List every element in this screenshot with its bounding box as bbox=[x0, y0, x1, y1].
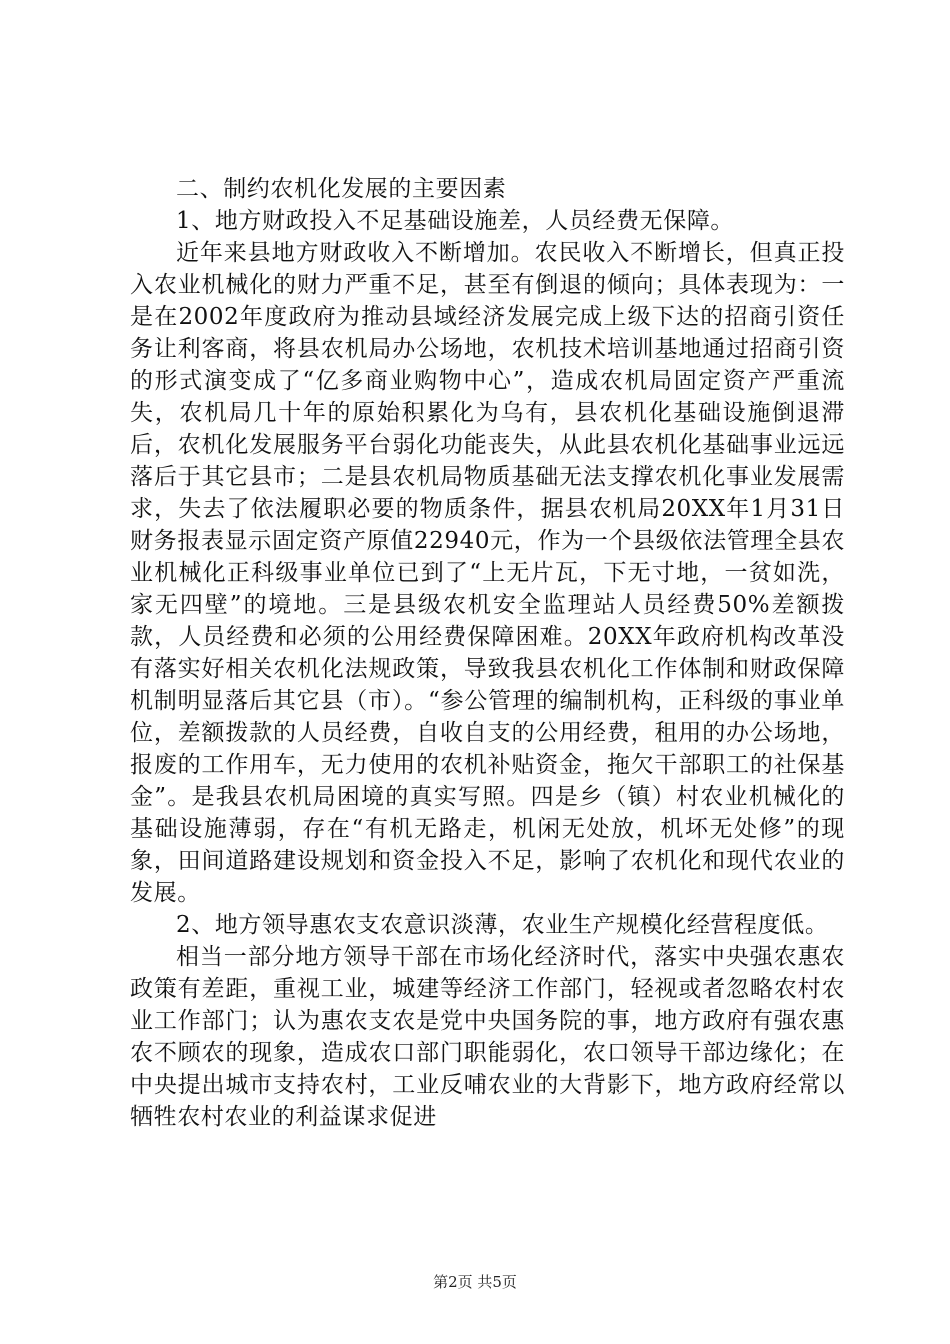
body-paragraph-2: 相当一部分地方领导干部在市场化经济时代，落实中央强农惠农政策有差距，重视工业，城建等经济工作部门，轻视或者忽略农村农业工作部门；认为惠农支农是党中央国务院的事，地方政府有强农惠农不顾农的现象，造成农口部门职能弱化，农口领导干部边缘化；在中央提出城市支持农村，工业反哺农业的大背影下，地方政府经常以牺牲农村农业的利益谋求促进 bbox=[130, 944, 845, 1130]
subheading-1: 1、地方财政投入不足基础设施差，人员经费无保障。 bbox=[176, 208, 735, 234]
page-number-footer: 第2页 共5页 bbox=[433, 1273, 517, 1291]
subheading-2: 2、地方领导惠农支农意识淡薄，农业生产规模化经营程度低。 bbox=[176, 912, 829, 938]
document-body bbox=[130, 173, 845, 1133]
body-paragraph-1: 近年来县地方财政收入不断增加。农民收入不断增长，但真正投入农业机械化的财力严重不足，甚至有倒退的倾向；具体表现为：一是在2002年度政府为推动县域经济发展完成上级下达的招商引资任务让利客商，将县农机局办公场地，农机技术培训基地通过招商引资的形式演变成了“亿多商业购物中心”，造成农机局固定资产严重流失，农机局几十年的原始积累化为乌有，县农机化基础设施倒退滞后，农机化发展服务平台弱化功能丧失，从此县农机化基础事业远远落后于其它县市；二是县农机局物质基础无法支撑农机化事业发展需求，失去了依法履职必要的物质条件，据县农机局20XX年1月31日财务报表显示固定资产原值22940元，作为一个县级依法管理全县农业机械化正科级事业单位已到了“上无片瓦，下无寸地，一贫如洗，家无四壁”的境地。三是县级农机安全监理站人员经费50%差额拨款，人员经费和必须的公用经费保障困难。20XX年政府机构改革没有落实好相关农机化法规政策，导致我县农机化工作体制和财政保障机制明显落后其它县（市）。“参公管理的编制机构，正科级的事业单位，差额拨款的人员经费，自收自支的公用经费，租用的办公场地，报废的工作用车，无力使用的农机补贴资金，拖欠干部职工的社保基金”。是我县农机局困境的真实写照。四是乡（镇）村农业机械化的基础设施薄弱，存在“有机无路走，机闲无处放，机坏无处修”的现象，田间道路建设规划和资金投入不足，影响了农机化和现代农业的发展。 bbox=[130, 240, 845, 906]
section-heading: 二、制约农机化发展的主要因素 bbox=[176, 176, 507, 202]
